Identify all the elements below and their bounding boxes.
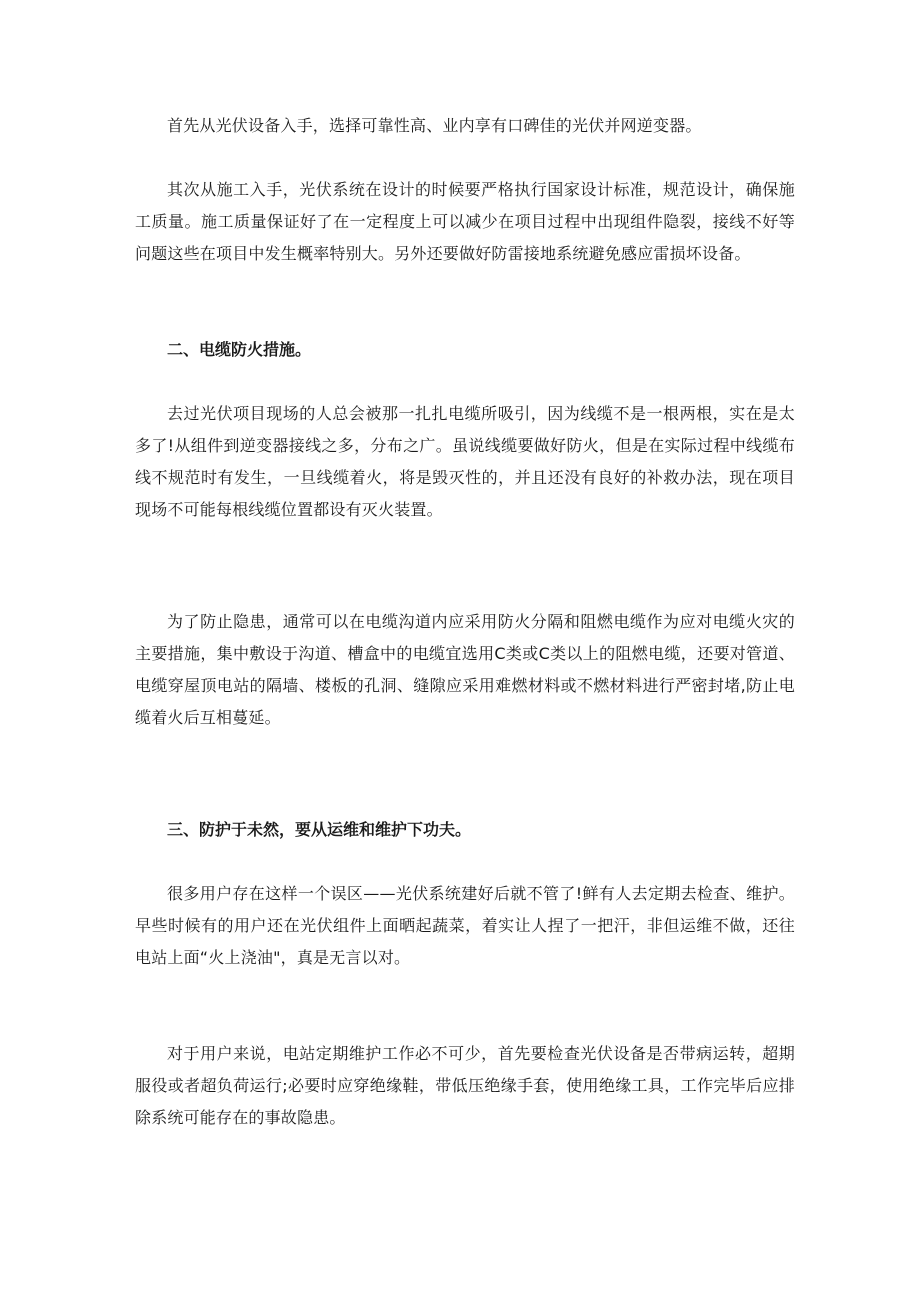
paragraph-maintenance-work: 对于用户来说，电站定期维护工作必不可少，首先要检查光伏设备是否带病运转，超期服役或者超负荷运行;必要时应穿绝缘鞋，带低压绝缘手套，使用绝缘工具，工作完毕后应排除系统可能存在的事故隐患。	[135, 1044, 795, 1127]
paragraph-user-misconception: 很多用户存在这样一个误区——光伏系统建好后就不管了!鲜有人去定期去检查、维护。早些时候有的用户还在光伏组件上面晒起蔬菜，着实让人捏了一把汗，非但运维不做，还往电站上面“火上浇油"，真是无言以对。	[135, 884, 795, 967]
paragraph-construction-quality: 其次从施工入手，光伏系统在设计的时候要严格执行国家设计标准，规范设计，确保施工质量。施工质量保证好了在一定程度上可以减少在项目过程中出现组件隐裂，接线不好等问题这些在项目中发生概率特别大。另外还要做好防雷接地系统避免感应雷损坏设备。	[135, 180, 795, 263]
heading-cable-fire-prevention: 二、电缆防火措施。	[167, 340, 312, 359]
paragraph-inverter-selection: 首先从光伏设备入手，选择可靠性高、业内享有口碑佳的光伏并网逆变器。	[167, 116, 702, 135]
paragraph-cable-risk: 去过光伏项目现场的人总会被那一扎扎电缆所吸引，因为线缆不是一根两根，实在是太多了!从组件到逆变器接线之多，分布之广。虽说线缆要做好防火，但是在实际过程中线缆布线不规范时有发生，一旦线缆着火，将是毁灭性的，并且还没有良好的补救办法，现在项目现场不可能每根线缆位置都设有灭火装置。	[135, 404, 795, 519]
heading-operation-maintenance: 三、防护于未然，要从运维和维护下功夫。	[167, 820, 472, 839]
paragraph-fire-measures: 为了防止隐患，通常可以在电缆沟道内应采用防火分隔和阻燃电缆作为应对电缆火灾的主要措施，集中敷设于沟道、槽盒中的电缆宜选用C类或C类以上的阻燃电缆，还要对管道、电缆穿屋顶电站的隔墙、楼板的孔洞、缝隙应采用难燃材料或不燃材料进行严密封堵,防止电缆着火后互相蔓延。	[135, 612, 795, 727]
